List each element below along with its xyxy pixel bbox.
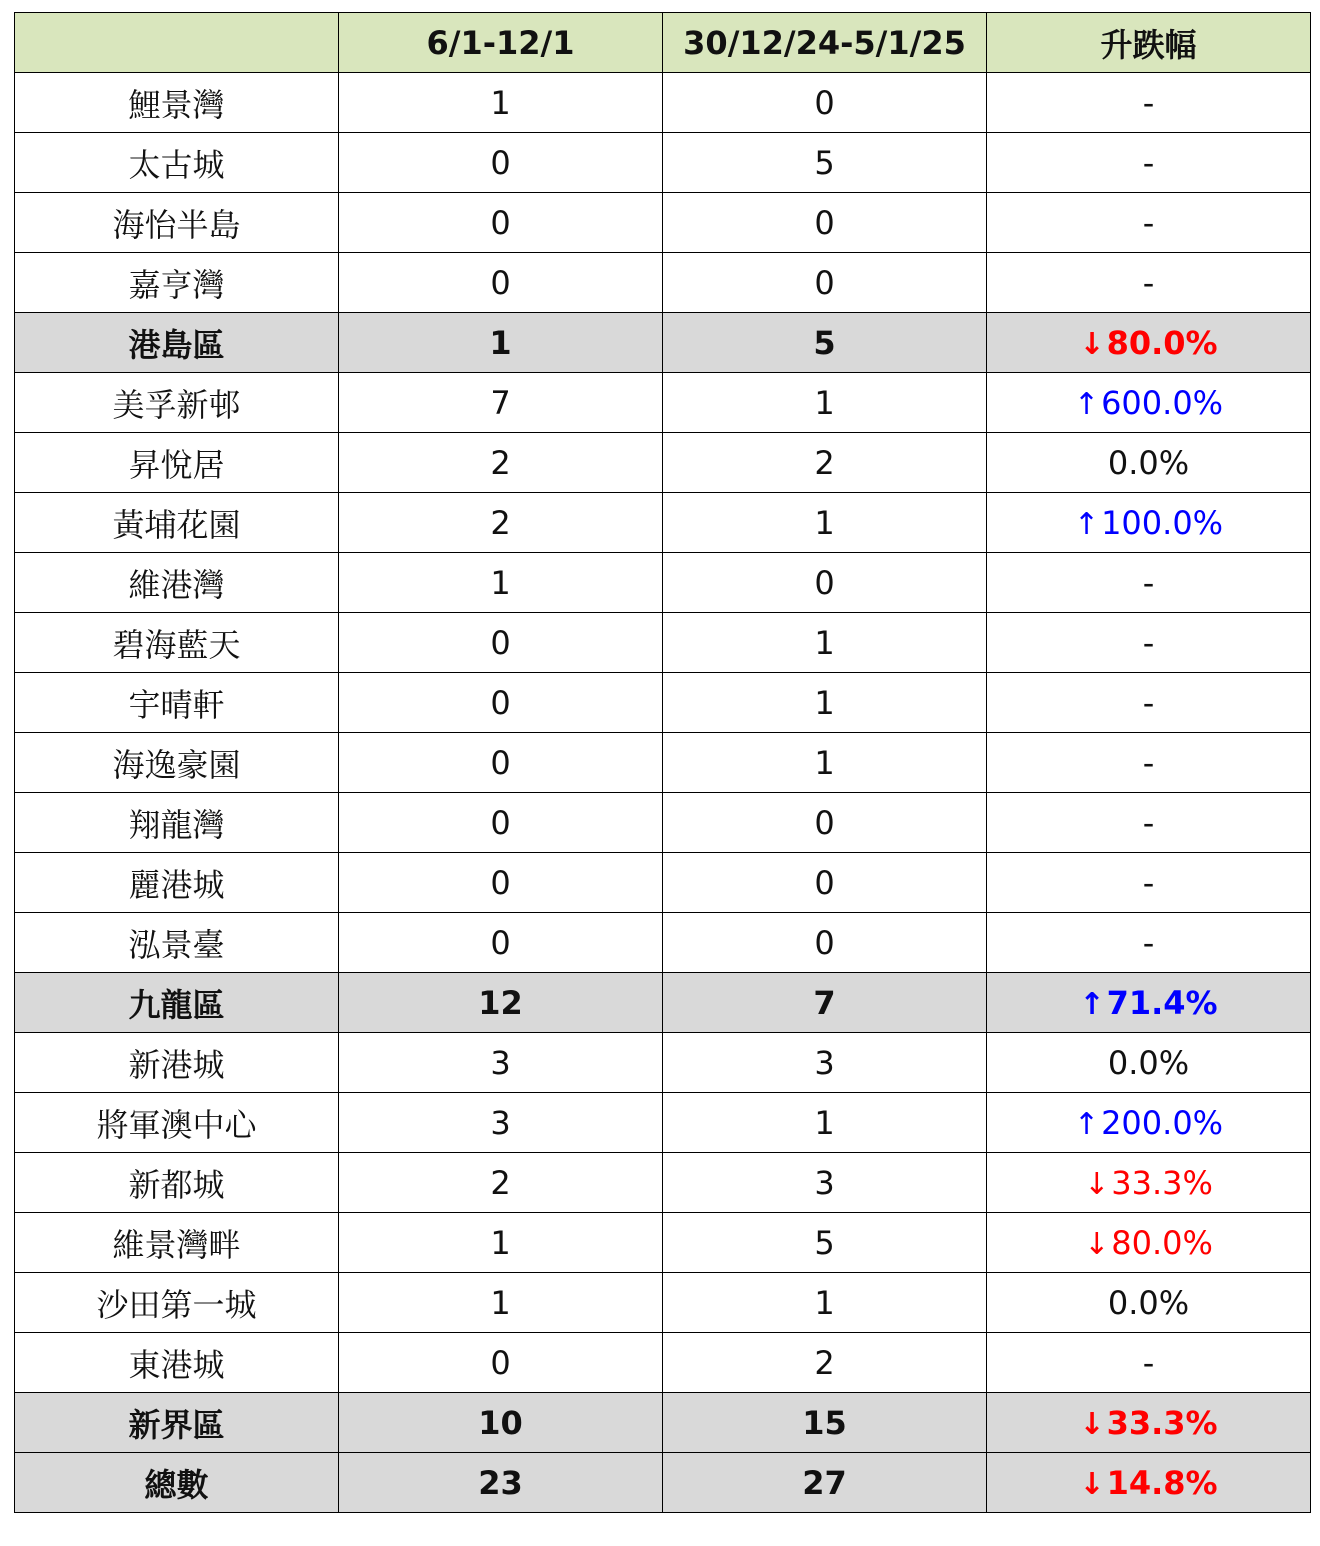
period-1-count-cell: 3 <box>339 1033 663 1093</box>
period-2-count-cell: 1 <box>663 613 987 673</box>
table-row <box>15 733 1311 793</box>
change-percent: - <box>1142 1343 1155 1382</box>
estate-name-cell: 海怡半島 <box>15 193 339 253</box>
change-cell <box>987 1213 1311 1273</box>
change-value <box>1074 384 1223 422</box>
table-row <box>15 1033 1311 1093</box>
change-value <box>1143 744 1155 782</box>
period-2-count-cell: 0 <box>663 553 987 613</box>
arrow-up-icon: ↑ <box>1079 986 1105 1022</box>
arrow-up-icon: ↑ <box>1073 386 1100 422</box>
period-2-count-cell: 27 <box>663 1453 987 1513</box>
table-row <box>15 853 1311 913</box>
period-2-count-cell: 0 <box>663 793 987 853</box>
estate-name-cell: 新港城 <box>15 1033 339 1093</box>
period-1-count-cell: 12 <box>339 973 663 1033</box>
header-period-1: 6/1-12/1 <box>339 13 663 73</box>
change-cell <box>987 1033 1311 1093</box>
period-1-count-cell: 0 <box>339 733 663 793</box>
period-2-count-cell: 15 <box>663 1393 987 1453</box>
change-cell <box>987 1453 1311 1513</box>
arrow-down-icon: ↓ <box>1079 1406 1105 1442</box>
change-value <box>1108 1044 1189 1082</box>
period-2-count-cell: 3 <box>663 1033 987 1093</box>
estate-name-cell: 鯉景灣 <box>15 73 339 133</box>
change-cell <box>987 673 1311 733</box>
change-percent: - <box>1142 623 1155 662</box>
estate-name-cell: 總數 <box>15 1453 339 1513</box>
arrow-down-icon: ↓ <box>1084 1166 1110 1202</box>
change-percent: 14.8% <box>1106 1463 1218 1502</box>
estate-name-cell: 太古城 <box>15 133 339 193</box>
table-row <box>15 673 1311 733</box>
period-1-count-cell: 0 <box>339 133 663 193</box>
period-2-count-cell: 1 <box>663 373 987 433</box>
period-2-count-cell: 5 <box>663 313 987 373</box>
period-1-count-cell: 1 <box>339 73 663 133</box>
change-value <box>1074 1104 1223 1142</box>
header-period-2: 30/12/24-5/1/25 <box>663 13 987 73</box>
change-cell <box>987 1393 1311 1453</box>
period-1-count-cell: 3 <box>339 1093 663 1153</box>
change-cell <box>987 193 1311 253</box>
arrow-up-icon: ↑ <box>1073 1106 1100 1142</box>
period-1-count-cell: 23 <box>339 1453 663 1513</box>
period-1-count-cell: 0 <box>339 853 663 913</box>
change-percent: 33.3% <box>1106 1403 1218 1442</box>
table-row <box>15 73 1311 133</box>
table-row <box>15 613 1311 673</box>
estate-name-cell: 黃埔花園 <box>15 493 339 553</box>
estate-name-cell: 九龍區 <box>15 973 339 1033</box>
change-value <box>1074 504 1223 542</box>
header-change: 升跌幅 <box>987 13 1311 73</box>
estate-transactions-table <box>14 12 1311 1513</box>
change-value <box>1143 144 1155 182</box>
change-cell <box>987 1273 1311 1333</box>
period-2-count-cell: 0 <box>663 913 987 973</box>
period-2-count-cell: 1 <box>663 733 987 793</box>
period-1-count-cell: 2 <box>339 493 663 553</box>
change-percent: - <box>1142 683 1155 722</box>
change-value <box>1143 204 1155 242</box>
table-row <box>15 1273 1311 1333</box>
period-2-count-cell: 2 <box>663 1333 987 1393</box>
change-value <box>1143 804 1155 842</box>
estate-name-cell: 翔龍灣 <box>15 793 339 853</box>
header-estate <box>15 13 339 73</box>
change-percent: - <box>1142 263 1155 302</box>
period-1-count-cell: 0 <box>339 913 663 973</box>
change-cell <box>987 913 1311 973</box>
table-row <box>15 133 1311 193</box>
change-cell <box>987 73 1311 133</box>
estate-name-cell: 維港灣 <box>15 553 339 613</box>
change-cell <box>987 613 1311 673</box>
change-percent: 200.0% <box>1101 1103 1224 1142</box>
change-value <box>1108 1284 1189 1322</box>
change-cell <box>987 1153 1311 1213</box>
period-2-count-cell: 0 <box>663 193 987 253</box>
period-1-count-cell: 2 <box>339 1153 663 1213</box>
change-value <box>1143 624 1155 662</box>
period-2-count-cell: 1 <box>663 493 987 553</box>
change-percent: 0.0% <box>1107 1283 1190 1322</box>
period-2-count-cell: 5 <box>663 133 987 193</box>
change-percent: 100.0% <box>1101 503 1224 542</box>
change-percent: - <box>1142 743 1155 782</box>
period-2-count-cell: 1 <box>663 1273 987 1333</box>
change-percent: 80.0% <box>1111 1223 1213 1262</box>
change-cell <box>987 1333 1311 1393</box>
change-cell <box>987 313 1311 373</box>
arrow-down-icon: ↓ <box>1079 326 1105 362</box>
arrow-down-icon: ↓ <box>1084 1226 1110 1262</box>
change-percent: 33.3% <box>1111 1163 1213 1202</box>
subtotal-row <box>15 1393 1311 1453</box>
change-value <box>1143 1344 1155 1382</box>
period-2-count-cell: 0 <box>663 853 987 913</box>
change-value <box>1079 1404 1217 1442</box>
period-2-count-cell: 1 <box>663 1093 987 1153</box>
period-2-count-cell: 7 <box>663 973 987 1033</box>
estate-name-cell: 新都城 <box>15 1153 339 1213</box>
change-cell <box>987 973 1311 1033</box>
period-1-count-cell: 1 <box>339 553 663 613</box>
change-percent: - <box>1142 923 1155 962</box>
change-value <box>1143 564 1155 602</box>
period-1-count-cell: 7 <box>339 373 663 433</box>
period-2-count-cell: 3 <box>663 1153 987 1213</box>
table-row <box>15 253 1311 313</box>
table-row <box>15 1153 1311 1213</box>
table-body <box>15 73 1311 1513</box>
change-value <box>1143 84 1155 122</box>
period-2-count-cell: 0 <box>663 73 987 133</box>
change-percent: 0.0% <box>1107 1043 1190 1082</box>
period-1-count-cell: 0 <box>339 673 663 733</box>
period-1-count-cell: 0 <box>339 1333 663 1393</box>
estate-name-cell: 維景灣畔 <box>15 1213 339 1273</box>
change-cell <box>987 793 1311 853</box>
estate-name-cell: 新界區 <box>15 1393 339 1453</box>
table-row <box>15 373 1311 433</box>
table-row <box>15 1333 1311 1393</box>
change-cell <box>987 733 1311 793</box>
table-row <box>15 1213 1311 1273</box>
period-2-count-cell: 0 <box>663 253 987 313</box>
estate-name-cell: 宇晴軒 <box>15 673 339 733</box>
subtotal-row <box>15 313 1311 373</box>
change-value <box>1143 924 1155 962</box>
change-value <box>1084 1164 1213 1202</box>
change-percent: 600.0% <box>1101 383 1224 422</box>
change-percent: - <box>1142 863 1155 902</box>
estate-name-cell: 美孚新邨 <box>15 373 339 433</box>
change-value <box>1143 264 1155 302</box>
change-percent: - <box>1142 143 1155 182</box>
change-value <box>1084 1224 1213 1262</box>
table-row <box>15 913 1311 973</box>
estate-name-cell: 海逸豪園 <box>15 733 339 793</box>
table-row <box>15 193 1311 253</box>
change-cell <box>987 493 1311 553</box>
change-value <box>1143 864 1155 902</box>
header-row <box>15 13 1311 73</box>
estate-name-cell: 沙田第一城 <box>15 1273 339 1333</box>
period-1-count-cell: 0 <box>339 613 663 673</box>
change-percent: - <box>1142 563 1155 602</box>
period-1-count-cell: 1 <box>339 1213 663 1273</box>
period-2-count-cell: 5 <box>663 1213 987 1273</box>
change-cell <box>987 853 1311 913</box>
change-value <box>1143 684 1155 722</box>
estate-name-cell: 將軍澳中心 <box>15 1093 339 1153</box>
period-1-count-cell: 1 <box>339 1273 663 1333</box>
change-value <box>1079 1464 1217 1502</box>
period-1-count-cell: 0 <box>339 253 663 313</box>
estate-name-cell: 東港城 <box>15 1333 339 1393</box>
change-cell <box>987 1093 1311 1153</box>
period-1-count-cell: 0 <box>339 793 663 853</box>
change-cell <box>987 553 1311 613</box>
table-row <box>15 433 1311 493</box>
table-row <box>15 493 1311 553</box>
arrow-down-icon: ↓ <box>1079 1466 1105 1502</box>
period-1-count-cell: 1 <box>339 313 663 373</box>
estate-name-cell: 嘉亨灣 <box>15 253 339 313</box>
change-percent: - <box>1142 83 1155 122</box>
period-1-count-cell: 2 <box>339 433 663 493</box>
estate-name-cell: 昇悅居 <box>15 433 339 493</box>
table-row <box>15 1093 1311 1153</box>
period-1-count-cell: 0 <box>339 193 663 253</box>
period-2-count-cell: 2 <box>663 433 987 493</box>
table-row <box>15 553 1311 613</box>
change-value <box>1079 984 1217 1022</box>
estate-name-cell: 泓景臺 <box>15 913 339 973</box>
arrow-up-icon: ↑ <box>1073 506 1100 542</box>
period-1-count-cell: 10 <box>339 1393 663 1453</box>
change-cell <box>987 133 1311 193</box>
change-value <box>1108 444 1189 482</box>
total-row <box>15 1453 1311 1513</box>
estate-name-cell: 碧海藍天 <box>15 613 339 673</box>
change-cell <box>987 373 1311 433</box>
estate-name-cell: 麗港城 <box>15 853 339 913</box>
subtotal-row <box>15 973 1311 1033</box>
change-percent: 80.0% <box>1106 323 1218 362</box>
change-value <box>1079 324 1217 362</box>
change-percent: - <box>1142 203 1155 242</box>
table-row <box>15 793 1311 853</box>
change-percent: 71.4% <box>1106 983 1218 1022</box>
change-cell <box>987 433 1311 493</box>
period-2-count-cell: 1 <box>663 673 987 733</box>
estate-name-cell: 港島區 <box>15 313 339 373</box>
change-percent: 0.0% <box>1107 443 1190 482</box>
change-percent: - <box>1142 803 1155 842</box>
change-cell <box>987 253 1311 313</box>
